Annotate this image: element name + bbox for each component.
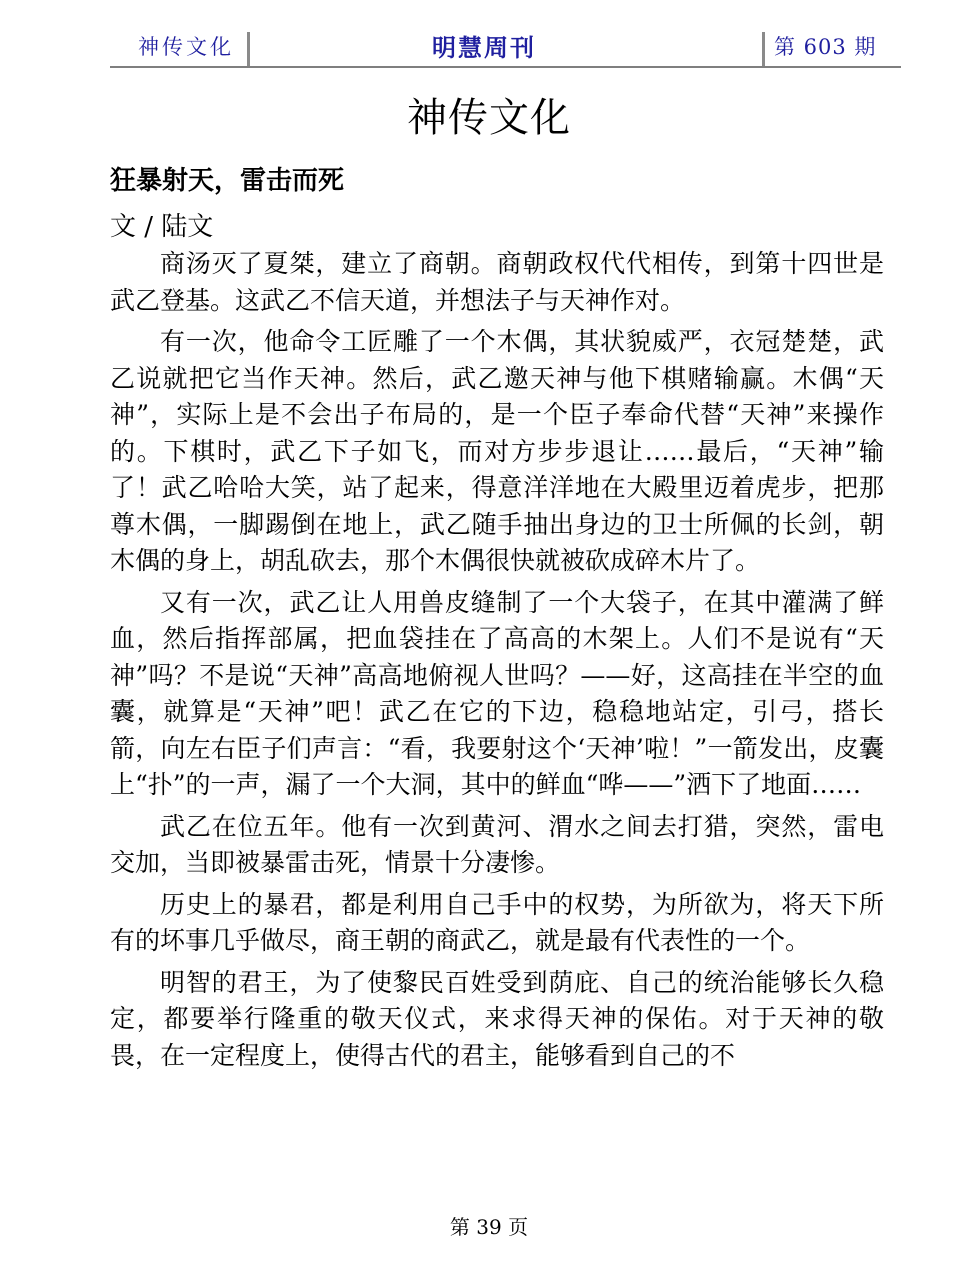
article-paragraph: 历史上的暴君，都是利用自己手中的权势，为所欲为，将天下所有的坏事几乎做尽，商王朝的商武乙，就是最有代表性的一个。 [110, 889, 884, 955]
running-header [110, 28, 901, 66]
section-title: 神传文化 [407, 95, 571, 141]
header-magazine-title: 明慧周刊 [432, 34, 536, 62]
header-section-name: 神传文化 [138, 35, 234, 59]
article-title: 狂暴射天，雷击而死 [110, 166, 345, 196]
header-divider-right [762, 32, 765, 66]
article-byline: 文 / 陆文 [110, 212, 214, 242]
article-paragraph: 又有一次，武乙让人用兽皮缝制了一个大袋子，在其中灌满了鲜血，然后指挥部属，把血袋挂在了高高的木架上。人们不是说有“天神”吗？不是说“天神”高高地俯视人世吗？——好，这高挂在半空的血囊，就算是“天神”吧！武乙在它的下边，稳稳地站定，引弓，搭长箭，向左右臣子们声言：“看，我要射这个‘天神’啦！”一箭发出，皮囊上“扑”的一声，漏了一个大洞，其中的鲜血“哗——”洒下了地面…… [110, 587, 884, 799]
article-paragraph: 武乙在位五年。他有一次到黄河、渭水之间去打猎，突然，雷电交加，当即被暴雷击死，情景十分凄惨。 [110, 811, 884, 877]
page-number: 第 39 页 [449, 1215, 529, 1239]
header-issue-number: 第 603 期 [774, 35, 877, 59]
header-rule [110, 66, 901, 68]
article-paragraph: 有一次，他命令工匠雕了一个木偶，其状貌威严，衣冠楚楚，武乙说就把它当作天神。然后，武乙邀天神与他下棋赌输赢。木偶“天神”，实际上是不会出子布局的，是一个臣子奉命代替“天神”来操作的。下棋时，武乙下子如飞，而对方步步退让……最后，“天神”输了！武乙哈哈大笑，站了起来，得意洋洋地在大殿里迈着虎步，把那尊木偶，一脚踢倒在地上，武乙随手抽出身边的卫士所佩的长剑，朝木偶的身上，胡乱砍去，那个木偶很快就被砍成碎木片了。 [110, 327, 884, 575]
article-paragraph: 明智的君王，为了使黎民百姓受到荫庇、自己的统治能够长久稳定，都要举行隆重的敬天仪式，来求得天神的保佑。对于天神的敬畏，在一定程度上，使得古代的君主，能够看到自己的不 [110, 967, 884, 1070]
header-divider-left [247, 32, 250, 66]
article-paragraph: 商汤灭了夏桀，建立了商朝。商朝政权代代相传，到第十四世是武乙登基。这武乙不信天道，并想法子与天神作对。 [110, 249, 884, 315]
article-body [110, 246, 884, 1079]
